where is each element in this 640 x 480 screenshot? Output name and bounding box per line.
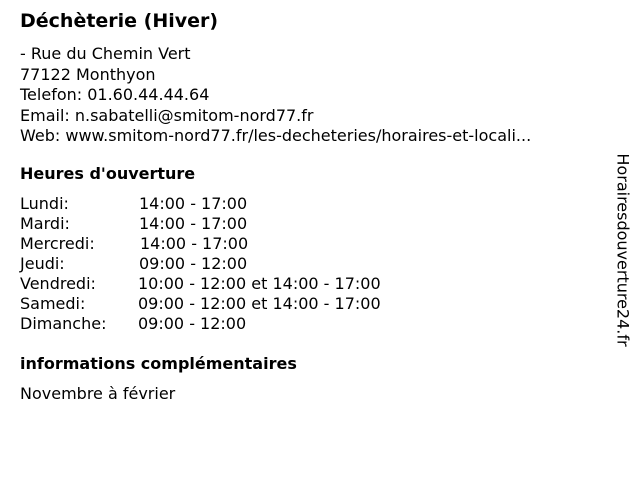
info-heading: informations complémentaires xyxy=(20,354,297,373)
time-value: 14:00 - 17:00 xyxy=(140,234,249,253)
hours-heading: Heures d'ouverture xyxy=(20,164,196,183)
time-value: 09:00 - 12:00 xyxy=(139,254,248,273)
address-block xyxy=(20,44,531,147)
day-label: Jeudi: xyxy=(20,254,65,273)
day-label: Dimanche: xyxy=(20,314,107,333)
email-line: Email: n.sabatelli@smitom-nord77.fr xyxy=(20,105,314,125)
phone-line: Telefon: 01.60.44.44.64 xyxy=(20,85,210,104)
time-value: 09:00 - 12:00 xyxy=(138,314,247,333)
web-line: Web: www.smitom-nord77.fr/les-decheteries/horaires-et-locali... xyxy=(20,126,532,145)
time-value: 14:00 - 17:00 xyxy=(139,194,248,213)
day-label: Mardi: xyxy=(20,214,70,233)
time-value: 09:00 - 12:00 et 14:00 - 17:00 xyxy=(138,294,381,313)
day-label: Lundi: xyxy=(20,194,69,213)
info-text: Novembre à février xyxy=(20,384,176,403)
day-label: Samedi: xyxy=(20,294,86,313)
time-value: 10:00 - 12:00 et 14:00 - 17:00 xyxy=(138,274,381,293)
watermark-text: Horairesdouverture24.fr xyxy=(613,153,633,347)
time-value: 14:00 - 17:00 xyxy=(139,214,248,233)
address-city: 77122 Monthyon xyxy=(20,64,156,84)
day-label: Mercredi: xyxy=(20,234,95,253)
day-label: Vendredi: xyxy=(20,274,96,293)
page-title: Déchèterie (Hiver) xyxy=(20,10,219,32)
address-street: - Rue du Chemin Vert xyxy=(20,44,191,63)
